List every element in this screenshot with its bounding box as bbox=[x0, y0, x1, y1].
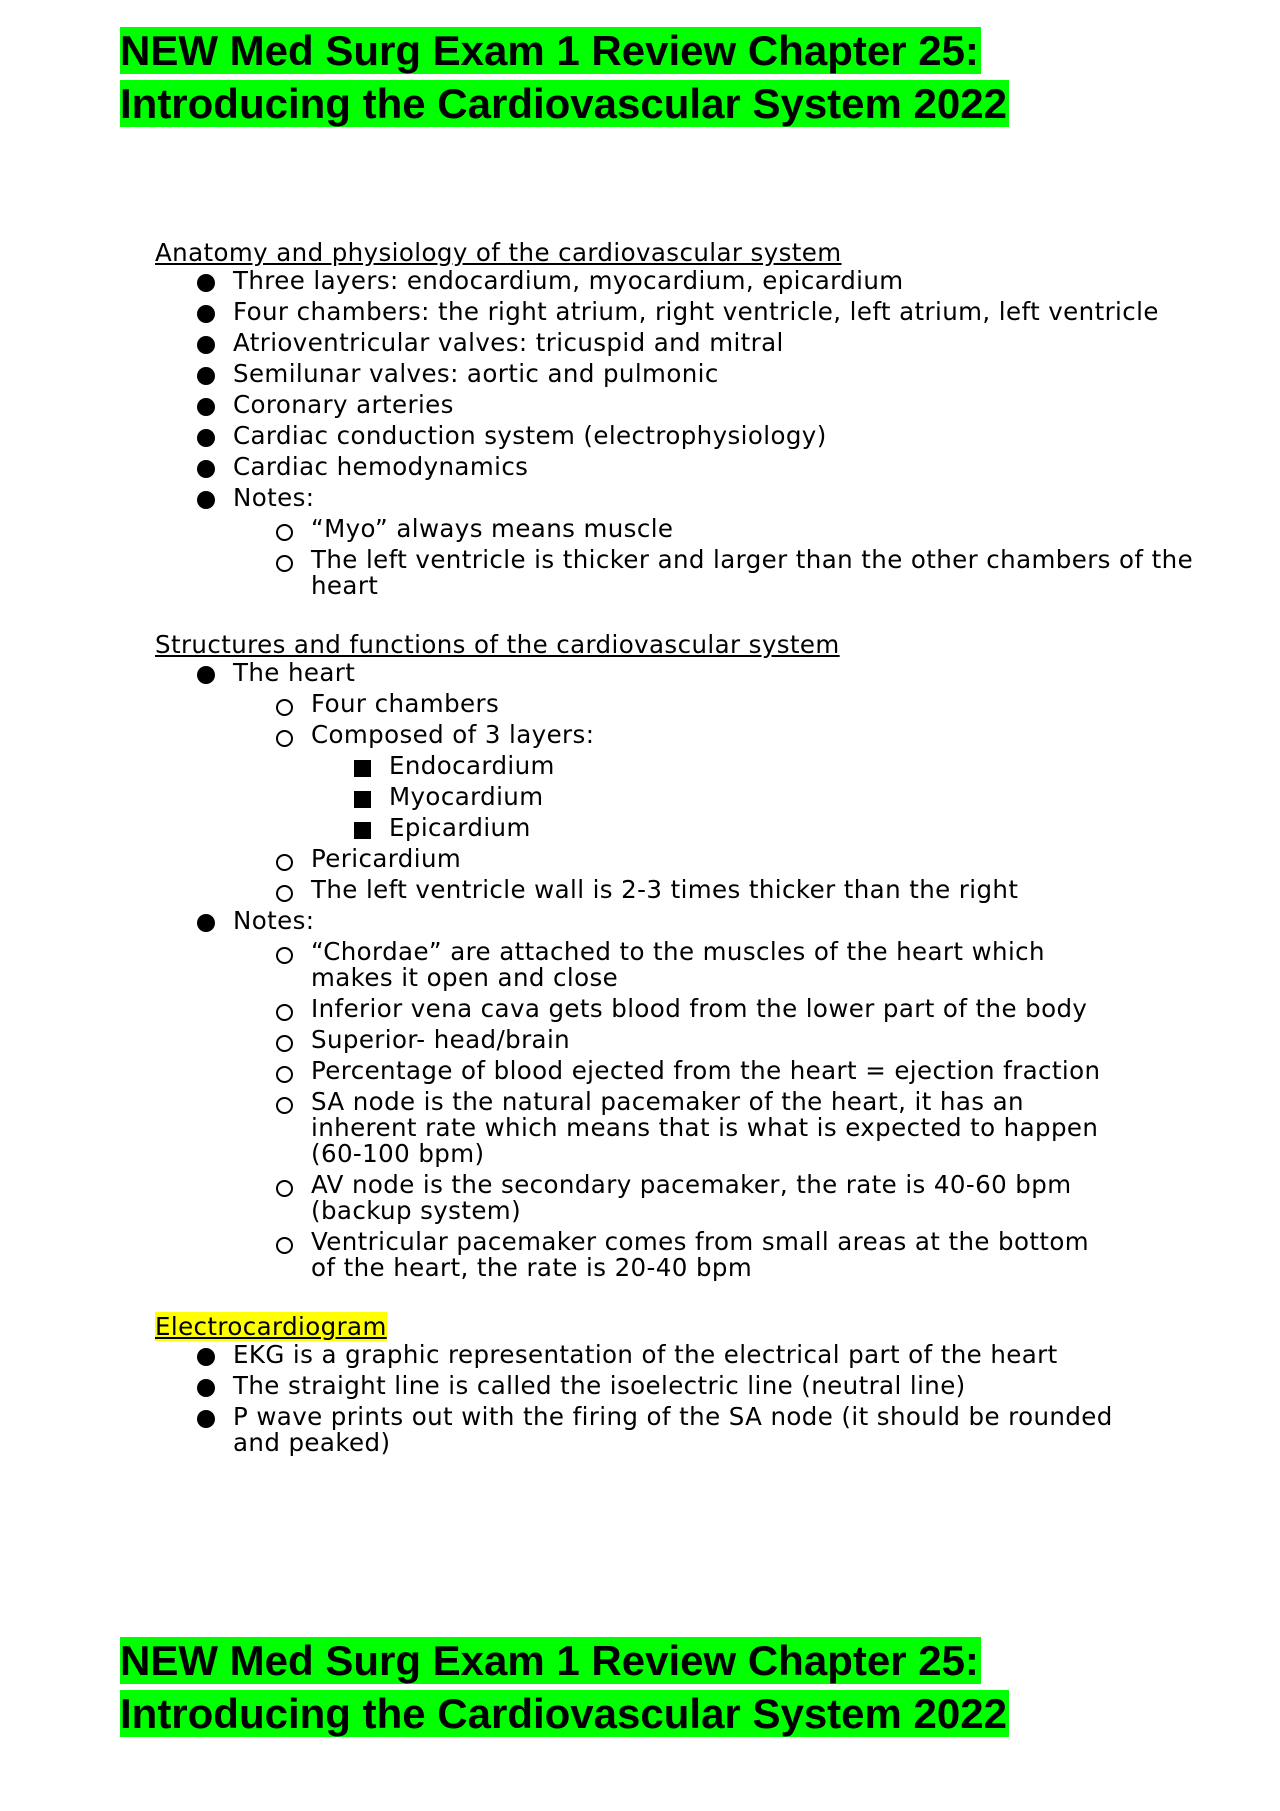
section-ecg bbox=[155, 1311, 1195, 1456]
layers-sublist bbox=[311, 753, 1195, 841]
circle-bullet-icon bbox=[273, 1030, 295, 1052]
disc-bullet-icon bbox=[195, 1345, 217, 1367]
disc-bullet-icon bbox=[195, 364, 217, 386]
structures-list bbox=[155, 660, 1195, 1281]
section-heading-anatomy: Anatomy and physiology of the cardiovascular system bbox=[155, 238, 842, 267]
anatomy-notes-list bbox=[233, 516, 1195, 599]
title-line-2: Introducing the Cardiovascular System 2022 bbox=[120, 80, 1007, 127]
circle-bullet-icon bbox=[273, 725, 295, 747]
list-item: The left ventricle is thicker and larger than the other chambers of the heart bbox=[233, 547, 1195, 599]
section-heading-structures: Structures and functions of the cardiovascular system bbox=[155, 630, 840, 659]
section-heading-ecg: Electrocardiogram bbox=[155, 1312, 387, 1341]
list-item: AV node is the secondary pacemaker, the rate is 40-60 bpm (backup system) bbox=[233, 1172, 1195, 1224]
square-bullet-icon bbox=[351, 787, 373, 809]
disc-bullet-icon bbox=[195, 663, 217, 685]
list-item: Three layers: endocardium, myocardium, epicardium bbox=[155, 268, 1195, 294]
section-anatomy bbox=[155, 237, 1195, 599]
disc-bullet-icon bbox=[195, 395, 217, 417]
circle-bullet-icon bbox=[273, 849, 295, 871]
circle-bullet-icon bbox=[273, 1232, 295, 1254]
list-item: The left ventricle wall is 2-3 times thicker than the right bbox=[233, 877, 1195, 903]
circle-bullet-icon bbox=[273, 1061, 295, 1083]
square-bullet-icon bbox=[351, 818, 373, 840]
list-item: Inferior vena cava gets blood from the lower part of the body bbox=[233, 996, 1195, 1022]
heart-sublist bbox=[233, 691, 1195, 903]
circle-bullet-icon bbox=[273, 999, 295, 1021]
disc-bullet-icon bbox=[195, 302, 217, 324]
circle-bullet-icon bbox=[273, 1175, 295, 1197]
disc-bullet-icon bbox=[195, 1407, 217, 1429]
section-gap bbox=[155, 1281, 1195, 1311]
list-item: “Myo” always means muscle bbox=[233, 516, 1195, 542]
section-structures bbox=[155, 629, 1195, 1281]
list-item: Atrioventricular valves: tricuspid and mitral bbox=[155, 330, 1195, 356]
circle-bullet-icon bbox=[273, 942, 295, 964]
disc-bullet-icon bbox=[195, 333, 217, 355]
list-item: P wave prints out with the firing of the SA node (it should be rounded and peaked) bbox=[155, 1404, 1195, 1456]
list-item: Percentage of blood ejected from the heart = ejection fraction bbox=[233, 1058, 1195, 1084]
title-line-1: NEW Med Surg Exam 1 Review Chapter 25: bbox=[120, 27, 979, 74]
circle-bullet-icon bbox=[273, 694, 295, 716]
list-item: Epicardium bbox=[311, 815, 1195, 841]
list-item: Ventricular pacemaker comes from small areas at the bottom of the heart, the rate is 20-40 bpm bbox=[233, 1229, 1195, 1281]
list-item: The heart Four chambers Composed of 3 layers: Endocardium Myocardium Epicardium Pericardium The left ventricle wall is 2-3 times thicker than the right bbox=[155, 660, 1195, 903]
list-item: The straight line is called the isoelectric line (neutral line) bbox=[155, 1373, 1195, 1399]
list-item: Myocardium bbox=[311, 784, 1195, 810]
list-item: Endocardium bbox=[311, 753, 1195, 779]
section-gap bbox=[155, 599, 1195, 629]
ecg-list bbox=[155, 1342, 1195, 1456]
circle-bullet-icon bbox=[273, 519, 295, 541]
list-item: Cardiac hemodynamics bbox=[155, 454, 1195, 480]
circle-bullet-icon bbox=[273, 880, 295, 902]
disc-bullet-icon bbox=[195, 271, 217, 293]
list-item: Pericardium bbox=[233, 846, 1195, 872]
disc-bullet-icon bbox=[195, 426, 217, 448]
list-item: Cardiac conduction system (electrophysiology) bbox=[155, 423, 1195, 449]
disc-bullet-icon bbox=[195, 488, 217, 510]
circle-bullet-icon bbox=[273, 1092, 295, 1114]
document-title-bottom bbox=[120, 1634, 1009, 1740]
list-item: Superior- head/brain bbox=[233, 1027, 1195, 1053]
list-item: EKG is a graphic representation of the electrical part of the heart bbox=[155, 1342, 1195, 1368]
list-item: Coronary arteries bbox=[155, 392, 1195, 418]
list-item: Notes: “Myo” always means muscle The left ventricle is thicker and larger than the other chambers of the heart bbox=[155, 485, 1195, 599]
structures-notes-list bbox=[233, 939, 1195, 1281]
anatomy-list bbox=[155, 268, 1195, 599]
title-line-1: NEW Med Surg Exam 1 Review Chapter 25: bbox=[120, 1637, 979, 1684]
title-line-2: Introducing the Cardiovascular System 2022 bbox=[120, 1690, 1007, 1737]
list-item: Semilunar valves: aortic and pulmonic bbox=[155, 361, 1195, 387]
disc-bullet-icon bbox=[195, 457, 217, 479]
list-item: Notes: “Chordae” are attached to the muscles of the heart which makes it open and close Inferior vena cava gets blood from the lower part of the body Superior- head/brain Percentage of blood ejected from the heart = ejection fraction SA node is the natural pacemaker of the heart, it has an inherent rate which means that is what is expected to happen (60-100 bpm) AV node is the secondary pacemaker, the rate is 40-60 bpm (backup system) Ventricular pacemaker comes from small areas at the bottom of the heart, the rate is 20-40 bpm bbox=[155, 908, 1195, 1281]
list-item: SA node is the natural pacemaker of the heart, it has an inherent rate which means that is what is expected to happen (60-100 bpm) bbox=[233, 1089, 1195, 1167]
disc-bullet-icon bbox=[195, 911, 217, 933]
document-title-top bbox=[120, 24, 1009, 130]
list-item: Four chambers bbox=[233, 691, 1195, 717]
circle-bullet-icon bbox=[273, 550, 295, 572]
list-item: “Chordae” are attached to the muscles of the heart which makes it open and close bbox=[233, 939, 1195, 991]
document-body bbox=[155, 237, 1195, 1456]
square-bullet-icon bbox=[351, 756, 373, 778]
disc-bullet-icon bbox=[195, 1376, 217, 1398]
list-item: Composed of 3 layers: Endocardium Myocardium Epicardium bbox=[233, 722, 1195, 841]
list-item: Four chambers: the right atrium, right ventricle, left atrium, left ventricle bbox=[155, 299, 1195, 325]
